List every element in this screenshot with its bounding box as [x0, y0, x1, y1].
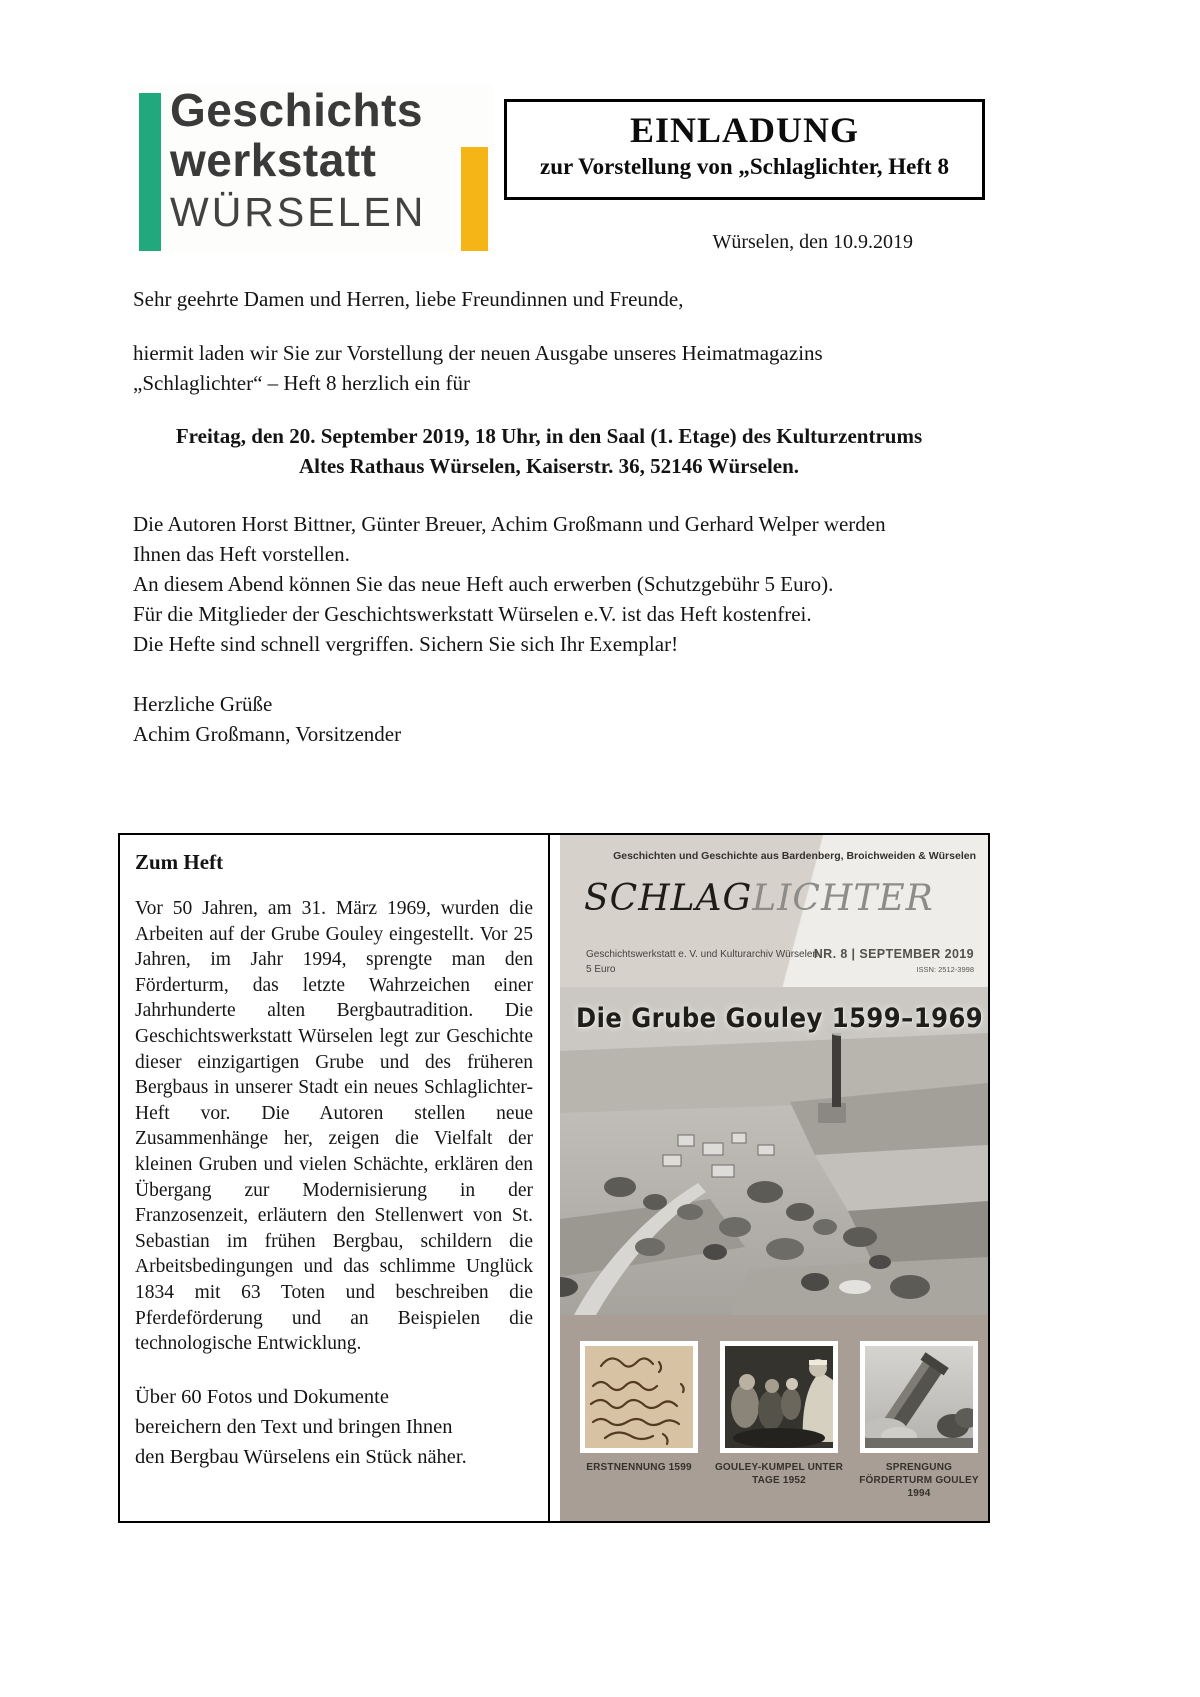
invitation-title: EINLADUNG: [629, 110, 860, 150]
thumbnail-miners: [720, 1341, 838, 1453]
zum-heft-text-column: [120, 835, 550, 1521]
cover-price: 5 Euro: [586, 964, 616, 975]
magazine-cover-column: [550, 835, 988, 1521]
logo-green-bar: [139, 93, 161, 251]
zum-heft-p2-line: den Bergbau Würselens ein Stück näher.: [135, 1445, 467, 1468]
cover-issue-number: NR. 8 | SEPTEMBER 2019: [813, 947, 974, 961]
thumbnail-caption: SPRENGUNG FÖRDERTURM GOULEY 1994: [859, 1462, 979, 1499]
body-line: An diesem Abend können Sie das neue Heft auch erwerben (Schutzgebühr 5 Euro).: [133, 572, 834, 596]
logo-word-werkstatt: werkstatt: [170, 134, 377, 186]
cover-tagline: Geschichten und Geschichte aus Bardenberg, Broichweiden & Würselen: [613, 850, 976, 862]
thumbnail-caption: GOULEY-KUMPEL UNTER TAGE 1952: [714, 1462, 844, 1486]
thumbnail-manuscript: [580, 1341, 698, 1453]
cover-issn: ISSN: 2512-3998: [916, 965, 974, 974]
body-line: Für die Mitglieder der Geschichtswerkstatt Würselen e.V. ist das Heft kostenfrei.: [133, 602, 812, 626]
aerial-photo-illustration: [560, 987, 988, 1315]
cover-bottom-band: [560, 1315, 988, 1521]
zum-heft-section: [118, 833, 990, 1523]
cover-aerial-photo: [560, 987, 988, 1315]
masthead-part-dark: schlag: [584, 863, 753, 923]
tower-demolition-graphic: [865, 1346, 973, 1448]
manuscript-graphic: [585, 1346, 693, 1448]
body-line: Ihnen das Heft vorstellen.: [133, 542, 350, 566]
intro-line-1: hiermit laden wir Sie zur Vorstellung der neuen Ausgabe unseres Heimatmagazins: [133, 341, 823, 365]
intro-line-2: „Schlaglichter“ – Heft 8 herzlich ein für: [133, 371, 471, 395]
event-line-2: Altes Rathaus Würselen, Kaiserstr. 36, 52146 Würselen.: [298, 454, 800, 478]
schlaglichter-cover: [560, 835, 988, 1521]
logo-word-geschichts: Geschichts: [170, 84, 423, 136]
masthead-part-light: lichter: [752, 863, 934, 923]
cover-masthead: [560, 835, 988, 987]
signature: Achim Großmann, Vorsitzender: [133, 722, 402, 746]
closing: Herzliche Grüße: [133, 692, 273, 716]
cover-masthead-title: [584, 865, 934, 921]
logo-text: [170, 85, 426, 237]
event-line-1: Freitag, den 20. September 2019, 18 Uhr, in den Saal (1. Etage) des Kulturzentrums: [175, 424, 923, 448]
zum-heft-heading: Zum Heft: [135, 850, 224, 874]
logo-word-wuerselen: WÜRSELEN: [170, 189, 427, 235]
date-line: Würselen, den 10.9.2019: [712, 231, 913, 253]
miners-graphic: [725, 1346, 833, 1448]
thumbnail-tower-demolition: [860, 1341, 978, 1453]
body-line: Die Autoren Horst Bittner, Günter Breuer, Achim Großmann und Gerhard Welper werden: [133, 512, 886, 536]
salutation: Sehr geehrte Damen und Herren, liebe Freundinnen und Freunde,: [133, 287, 684, 311]
thumbnail-caption: ERSTNENNUNG 1599: [586, 1462, 692, 1473]
cover-photo-title: Die Grube Gouley 1599–1969: [576, 1003, 984, 1034]
body-line: Die Hefte sind schnell vergriffen. Sichern Sie sich Ihr Exemplar!: [133, 632, 679, 656]
geschichtswerkstatt-logo: [133, 85, 493, 253]
zum-heft-paragraph-2: [135, 1382, 533, 1472]
zum-heft-paragraph: Vor 50 Jahren, am 31. März 1969, wurden die Arbeiten auf der Grube Gouley eingestellt. Vor 25 Jahren, im Jahr 1994, sprengte man den Förderturm, das letzte Wahrzeichen einer Jahrhunderte alten Bergbautradition. Die Geschichtswerkstatt Würselen legt zur Geschichte dieser einzigartigen Grube und des früheren Bergbaus in unserer Stadt ein neues Schlaglichter-Heft vor. Die Autoren stellen neue Zusammenhänge her, zeigen die Vielfalt der kleinen Gruben und vielen Schächte, erklären den Übergang zur Modernisierung in der Franzosenzeit, erläutern den Stellenwert von St. Sebastian im frühen Bergbau, schildern die Arbeitsbedingungen und das schlimme Unglück 1834 mit 63 Toten und beschreiben die Pferdeförderung und an Beispielen die technologische Entwicklung.: [135, 898, 533, 1355]
invitation-subtitle: zur Vorstellung von „Schlaglichter, Heft 8: [540, 154, 949, 179]
cover-publisher: Geschichtswerkstatt e. V. und Kulturarchiv Würselen: [586, 949, 818, 960]
zum-heft-p2-line: Über 60 Fotos und Dokumente: [135, 1385, 389, 1408]
invitation-title-box: [504, 99, 985, 200]
zum-heft-p2-line: bereichern den Text und bringen Ihnen: [135, 1415, 453, 1438]
